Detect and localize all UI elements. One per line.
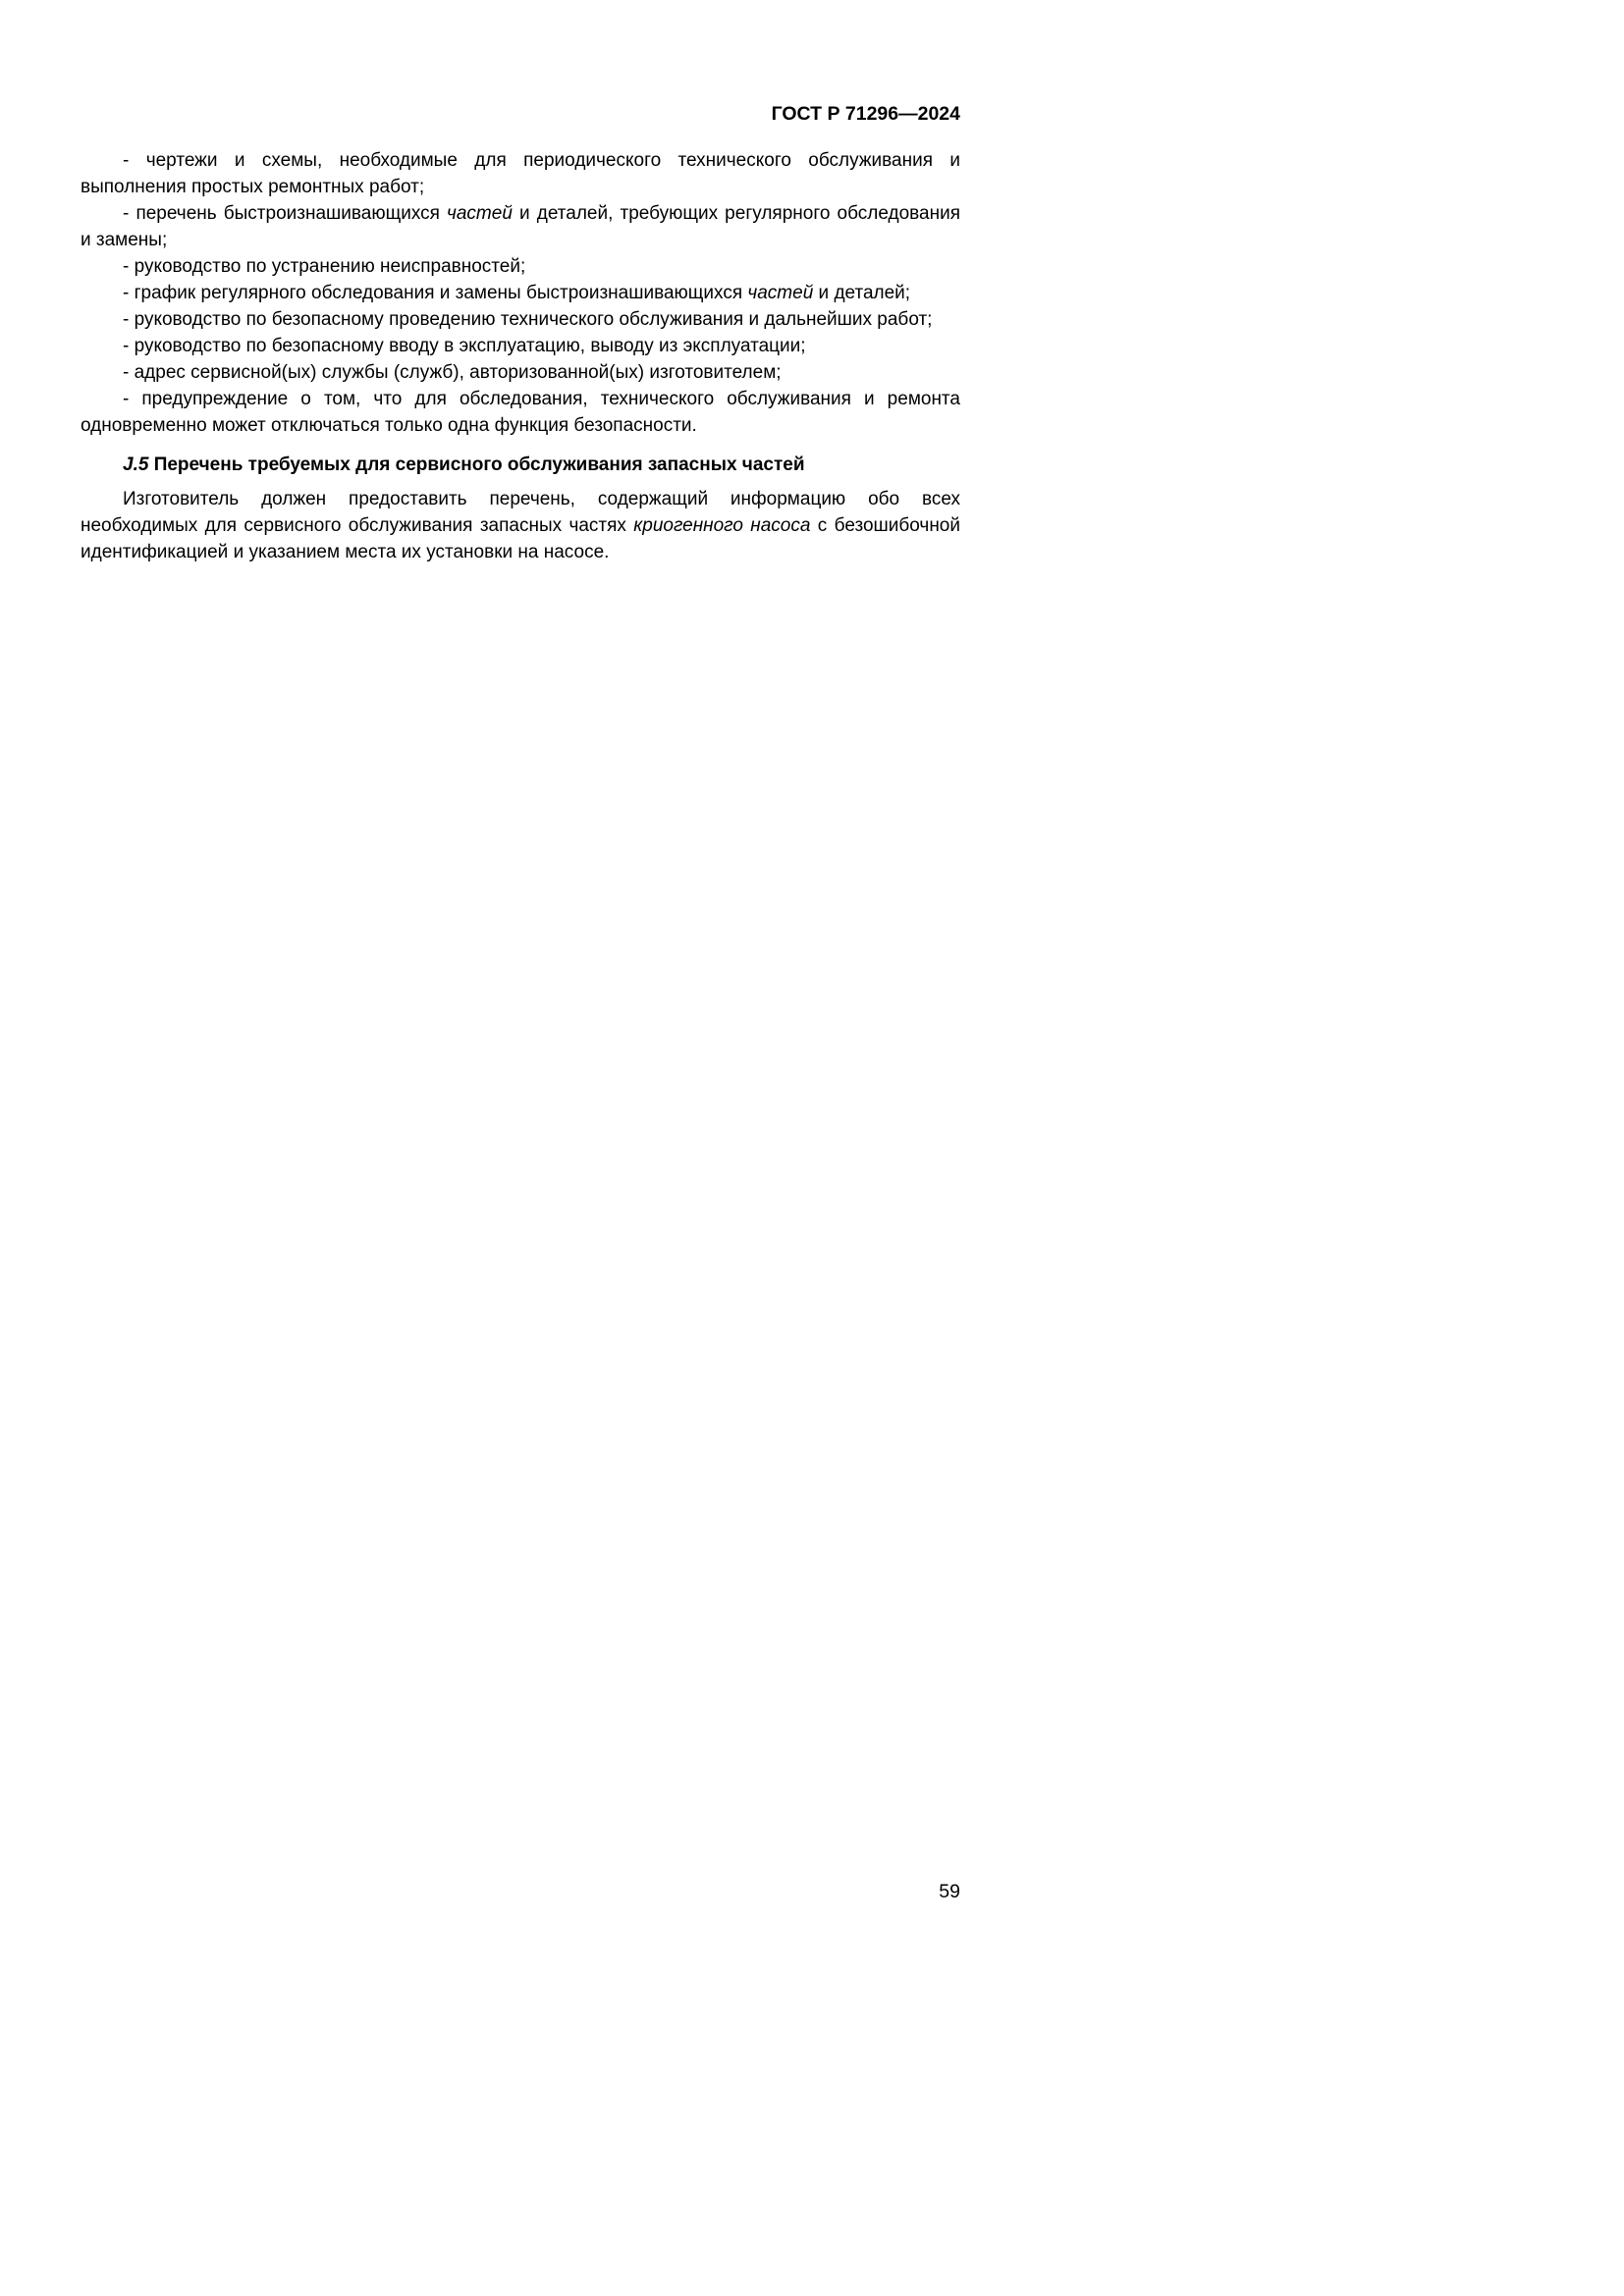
page-number: 59: [939, 1881, 960, 1902]
section-heading: [81, 452, 960, 478]
paragraph-text: с безошибочной идентификацией и указанием места их установки на насосе.: [81, 515, 960, 562]
list-item-emphasis: частей: [447, 203, 513, 224]
list-item: [81, 280, 960, 306]
list-item: [81, 333, 960, 359]
list-item-text: - руководство по безопасному проведению технического обслуживания и дальнейших работ;: [123, 309, 933, 330]
list-item: [81, 200, 960, 253]
paragraph-emphasis: криогенного насоса: [633, 515, 811, 536]
list-item-text: и деталей;: [813, 283, 911, 303]
list-item-text: - руководство по устранению неисправностей;: [123, 256, 526, 277]
list-item-emphasis: частей: [747, 283, 814, 303]
list-item-text: - перечень быстроизнашивающихся: [123, 203, 448, 224]
list-item-text: и деталей, требующих регулярного обследования и замены;: [81, 203, 960, 250]
section-heading-number: J.5: [123, 454, 149, 475]
list-item: [81, 359, 960, 386]
list-item: [81, 147, 960, 200]
list-item-text: - адрес сервисной(ых) службы (служб), авторизованной(ых) изготовителем;: [123, 362, 782, 383]
list-item-text: - чертежи и схемы, необходимые для периодического технического обслуживания и выполнения простых ремонтных работ;: [81, 150, 960, 197]
list-item-text: - предупреждение о том, что для обследования, технического обслуживания и ремонта одновременно может отключаться только одна функция безопасности.: [81, 389, 960, 436]
paragraph-text: Изготовитель должен предоставить перечень, содержащий информацию обо всех необходимых для сервисного обслуживания запасных частях: [81, 489, 960, 536]
document-header: [81, 102, 960, 126]
page-content: [81, 102, 960, 565]
list-item: [81, 386, 960, 439]
body-paragraph: [81, 486, 960, 565]
list-item-text: - руководство по безопасному вводу в эксплуатацию, выводу из эксплуатации;: [123, 336, 806, 356]
section-heading-text: Перечень требуемых для сервисного обслуживания запасных частей: [148, 454, 805, 475]
list-item-text: - график регулярного обследования и замены быстроизнашивающихся: [123, 283, 748, 303]
list-item: [81, 253, 960, 280]
doc-number: ГОСТ Р 71296—2024: [771, 103, 960, 125]
list-item: [81, 306, 960, 333]
